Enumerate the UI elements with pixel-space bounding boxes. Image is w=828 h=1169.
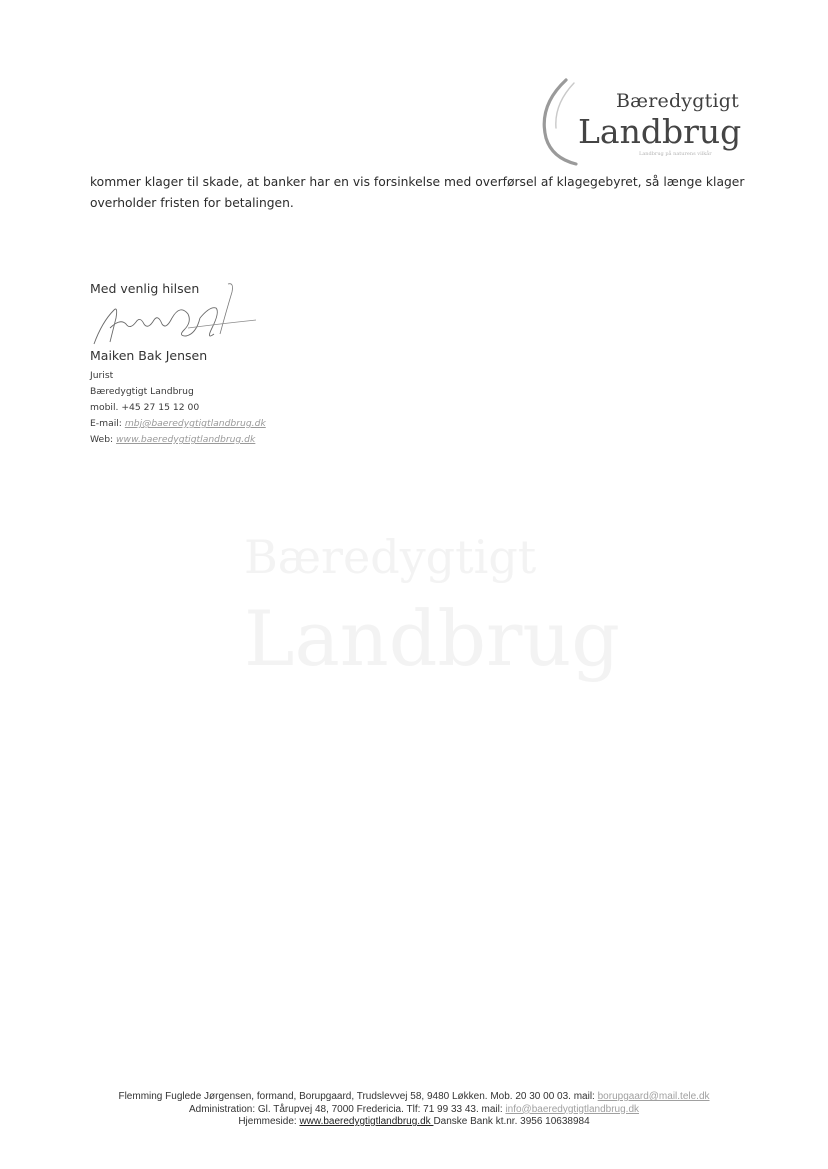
signatory-web-row [90,432,266,448]
logo-tagline: Landbrug på naturens vilkår [639,151,712,157]
footer-bank-info: Danske Bank kt.nr. 3956 10638984 [433,1116,590,1127]
closing-greeting: Med venlig hilsen [90,281,200,296]
footer-line-3 [0,1116,828,1129]
footer-chairman-info: Flemming Fuglede Jørgensen, formand, Borupgaard, Trudslevvej 58, 9480 Løkken. Mob. 20 30 00 03. mail: [118,1091,598,1102]
footer-line-1 [0,1091,828,1104]
watermark-line-1: Bæredygtigt [244,530,537,584]
signatory-title: Jurist [90,370,114,381]
footer-website-label: Hjemmeside: [238,1116,300,1127]
footer-website-link[interactable]: www.baeredygtigtlandbrug.dk [299,1116,434,1127]
signatory-name: Maiken Bak Jensen [90,348,208,363]
body-line-1: kommer klager til skade, at banker har en vis forsinkelse med overførsel af klagegebyret, så længe klager [90,175,745,189]
email-label: E-mail: [90,418,125,429]
signatory-mobile: mobil. +45 27 15 12 00 [90,402,200,413]
letter-footer [0,1091,828,1129]
watermark-line-2: Landbrug [244,594,620,683]
footer-admin-email-link[interactable]: info@baeredygtigtlandbrug.dk [505,1103,640,1115]
signatory-details [90,368,266,448]
footer-chairman-email-link[interactable]: borupgaard@mail.tele.dk [597,1091,710,1102]
web-label: Web: [90,434,117,445]
footer-line-2 [0,1104,828,1117]
signatory-email-row [90,416,266,432]
web-link[interactable]: www.baeredygtigtlandbrug.dk [116,434,256,445]
logo-text-landbrug: Landbrug [578,112,742,151]
handwritten-signature [88,278,268,350]
logo-text-baeredygtigt: Bæredygtigt [616,90,739,112]
body-line-2: overholder fristen for betalingen. [90,196,294,210]
email-link[interactable]: mbj@baeredygtigtlandbrug.dk [124,418,266,429]
footer-administration-info: Administration: Gl. Tårupvej 48, 7000 Fredericia. Tlf: 71 99 33 43. mail: [188,1103,506,1115]
company-logo [536,76,742,166]
letter-body [90,172,745,214]
signatory-organization: Bæredygtigt Landbrug [90,386,194,397]
